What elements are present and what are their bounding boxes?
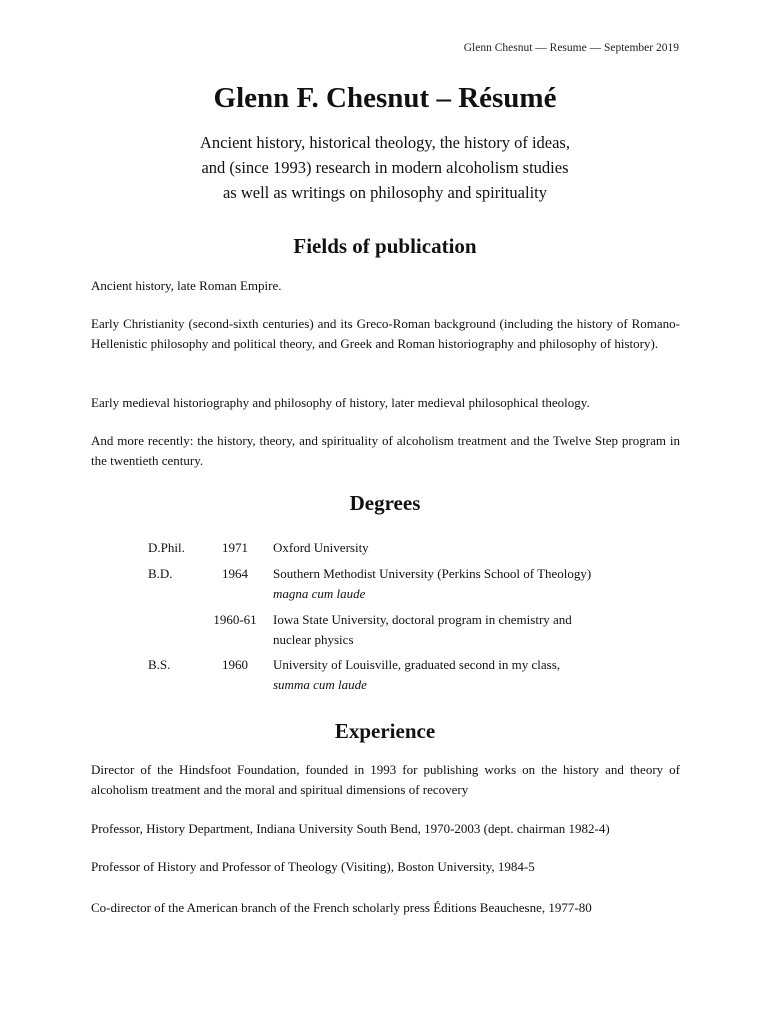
degree-name: B.D.	[148, 566, 173, 581]
institution-name: Southern Methodist University (Perkins School of Theology)	[273, 566, 592, 581]
degree-institution	[273, 564, 633, 604]
subtitle-line: as well as writings on philosophy and spirituality	[222, 183, 547, 202]
institution-name: Oxford University	[273, 540, 369, 555]
page-title: Glenn F. Chesnut – Résumé	[213, 82, 557, 114]
degree-name: B.S.	[148, 657, 171, 672]
institution-name: Iowa State University, doctoral program in chemistry and nuclear physics	[273, 612, 572, 647]
subtitle	[0, 130, 770, 205]
degree-institution	[273, 610, 613, 650]
experience-paragraph: Professor, History Department, Indiana University South Bend, 1970-2003 (dept. chairman 1982-4)	[91, 821, 610, 836]
subtitle-line: Ancient history, historical theology, the history of ideas,	[200, 133, 570, 152]
subtitle-line: and (since 1993) research in modern alcoholism studies	[201, 158, 569, 177]
degree-name: D.Phil.	[148, 540, 185, 555]
degree-year: 1960	[222, 657, 248, 672]
degree-year: 1960-61	[213, 612, 257, 627]
fields-paragraph: And more recently: the history, theory, and spirituality of alcoholism treatment and the Twelve Step program in the twentieth century.	[91, 433, 680, 468]
fields-paragraph: Early medieval historiography and philosophy of history, later medieval philosophical theology.	[91, 395, 590, 410]
experience-paragraph: Professor of History and Professor of Theology (Visiting), Boston University, 1984-5	[91, 859, 535, 874]
experience-paragraph: Co-director of the American branch of the French scholarly press Éditions Beauchesne, 1977-80	[91, 900, 592, 915]
institution-name: University of Louisville, graduated second in my class,	[273, 657, 561, 672]
degree-year: 1964	[222, 566, 248, 581]
fields-paragraph: Ancient history, late Roman Empire.	[91, 278, 282, 293]
experience-paragraph: Director of the Hindsfoot Foundation, founded in 1993 for publishing works on the history and theory of alcoholism treatment and the moral and spiritual dimensions of recovery	[91, 762, 680, 797]
degree-honors: summa cum laude	[273, 677, 367, 692]
degree-institution	[273, 655, 633, 695]
running-header: Glenn Chesnut — Resume — September 2019	[463, 42, 679, 54]
experience-heading: Experience	[334, 719, 436, 743]
degree-institution	[273, 538, 633, 558]
degrees-heading: Degrees	[349, 491, 421, 515]
degree-honors: magna cum laude	[273, 586, 366, 601]
fields-heading: Fields of publication	[293, 234, 477, 258]
fields-paragraph: Early Christianity (second-sixth centuries) and its Greco-Roman background (including the history of Romano-Hellenistic philosophy and political theory, and Greek and Roman historiography and philosophy of history).	[91, 316, 680, 351]
degree-year: 1971	[222, 540, 248, 555]
